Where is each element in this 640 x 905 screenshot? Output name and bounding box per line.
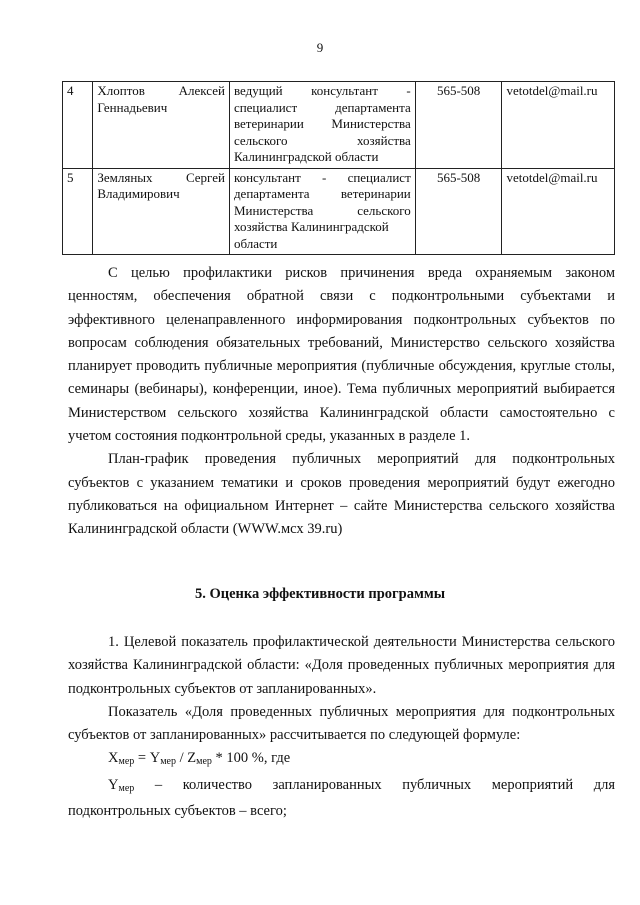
- name-word: Геннадьевич: [97, 99, 168, 115]
- paragraph-target-indicator: 1. Целевой показатель профилактической деятельности Министерства сельского хозяйства Калининградской области: «Доля проведенных публичных мероприятия для подконтрольных субъектов от запланированных».: [68, 634, 615, 697]
- paragraph-indicator-formula-intro: Показатель «Доля проведенных публичных мероприятия для подконтрольных субъектов от запланированных» рассчитывается по следующей формуле:: [68, 703, 615, 744]
- employee-name: [93, 168, 230, 255]
- position-word: ветеринарии: [233, 116, 304, 131]
- position-line: [234, 186, 411, 203]
- formula-y: Y: [149, 750, 161, 767]
- position-line: [234, 133, 411, 150]
- position-word: специалист: [347, 169, 411, 185]
- employee-position: [229, 168, 415, 255]
- body-text-block: [68, 262, 615, 542]
- formula-y-sub: мер: [160, 756, 176, 768]
- position-word: хозяйства Калининградской: [233, 219, 389, 234]
- row-number: 4: [63, 82, 93, 169]
- position-word: консультант: [311, 83, 378, 98]
- contacts-table: [62, 81, 615, 255]
- position-word: сельского: [357, 202, 411, 218]
- name-line: [97, 186, 225, 203]
- position-line: [234, 170, 411, 187]
- name-line: [97, 170, 225, 187]
- position-word: сельского: [233, 132, 288, 148]
- position-word: специалист: [233, 99, 298, 115]
- paragraph-public-events: С целью профилактики рисков причинения вреда охраняемым законом ценностям, обеспечения обратной связи с подконтрольными субъектами и эффективного целенаправленного информирования подконтрольных субъектов по вопросам соблюдения обязательных требований, Министерство сельского хозяйства планирует проводить публичные мероприятия (публичные обсуждения, круглые столы, семинары (вебинары), конференции, иное). Тема публичных мероприятий выбирается Министерством сельского хозяйства Калининградской области самостоятельно с учетом состояния подконтрольной среды, указанных в разделе 1.: [68, 265, 615, 445]
- position-word: департамента: [233, 186, 310, 201]
- position-line: [234, 100, 411, 117]
- name-line: [97, 100, 225, 117]
- position-word: Министерства: [233, 202, 314, 218]
- position-word: департамента: [335, 99, 411, 115]
- name-word: Владимирович: [97, 186, 180, 201]
- definition-symbol: Y: [108, 776, 119, 793]
- position-word: области: [233, 235, 278, 251]
- position-word: -: [406, 83, 411, 98]
- position-line: [234, 83, 411, 100]
- formula-z: Z: [187, 750, 197, 767]
- employee-position: [229, 82, 415, 169]
- table-row: [63, 168, 615, 255]
- position-line: [234, 149, 411, 166]
- position-word: -: [321, 169, 327, 185]
- name-word: Хлоптов: [97, 83, 145, 98]
- phone-number: 565-508: [415, 168, 502, 255]
- section-heading: 5. Оценка эффективности программы: [194, 586, 446, 602]
- formula-tail: * 100 %, где: [211, 750, 291, 767]
- position-word: хозяйства: [357, 132, 411, 148]
- row-number: 5: [63, 168, 93, 255]
- position-line: [234, 236, 411, 253]
- table-row: [63, 82, 615, 169]
- definition-text: – количество запланированных публичных мероприятий для подконтрольных субъектов – всего;: [68, 776, 616, 820]
- position-line: [234, 203, 411, 220]
- position-word: Министерства: [331, 116, 411, 131]
- phone-number: 565-508: [415, 82, 502, 169]
- position-line: [234, 219, 411, 236]
- name-word: Алексей: [178, 83, 225, 98]
- formula-eq: =: [134, 750, 150, 767]
- page-number: 9: [316, 40, 324, 55]
- formula-div: /: [175, 750, 188, 767]
- name-word: Сергей: [185, 169, 225, 185]
- position-word: консультант: [233, 169, 301, 185]
- definition-symbol-sub: мер: [118, 782, 135, 794]
- position-word: Калининградской области: [233, 149, 379, 164]
- email-address: vetotdel@mail.ru: [502, 82, 615, 169]
- employee-name: [93, 82, 230, 169]
- email-address: vetotdel@mail.ru: [502, 168, 615, 255]
- position-word: ведущий: [233, 83, 283, 98]
- position-line: [234, 116, 411, 133]
- formula-x-sub: мер: [118, 756, 135, 768]
- formula-x: X: [108, 750, 119, 767]
- formula: [68, 747, 615, 773]
- position-word: ветеринарии: [340, 186, 411, 201]
- paragraph-schedule: План-график проведения публичных мероприятий для подконтрольных субъектов с указанием тематики и сроков проведения мероприятий будут ежегодно публиковаться на официальном Интернет – сайте Министерства сельского хозяйства Калининградской области (WWW.мсх 39.ru): [68, 451, 615, 538]
- section-text-block: [68, 631, 615, 823]
- formula-z-sub: мер: [196, 756, 212, 768]
- paragraph-definition: [68, 774, 615, 824]
- name-word: Земляных: [97, 169, 153, 185]
- name-line: [97, 83, 225, 100]
